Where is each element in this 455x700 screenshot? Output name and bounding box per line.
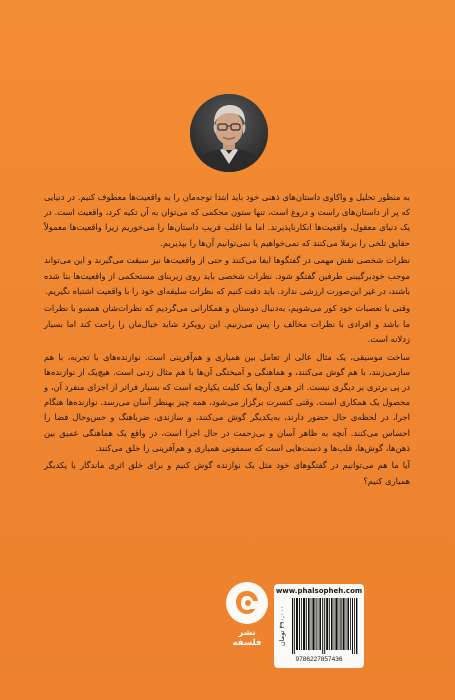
author-portrait-icon — [190, 94, 268, 172]
paragraph-5: آیا ما هم می‌توانیم در گفتگوهای خود مثل یک نوازنده گوش کنیم و برای خلق اثری ماندگار با یکدیگر همیاری کنیم؟ — [44, 460, 410, 486]
paragraph-3: وقتی با تعصبات خود کور می‌شویم، به‌دنبال دوستان و همکارانی می‌گردیم که نظرات‌شان همسو با نظرات ما باشد و افرادی با نظرات مخالف را پس می‌زنیم. این رویکرد شاید خیال‌مان را راحت کند اما بسیار زدلانه است. — [44, 303, 410, 344]
price-label: ۳۹۰,۰۰۰ تومان — [278, 605, 286, 647]
back-cover-text — [44, 190, 410, 491]
author-portrait — [190, 94, 268, 172]
barcode-panel — [274, 584, 364, 668]
paragraph-4: ساخت موسیقی، یک مثال عالی از تعامل بین همیاری و هم‌آفرینی است. نوازنده‌های با تجربه، با هم سازمی‌زنند، با هم گوش می‌کنند، و هماهنگی و آمیختگی آن‌ها با هم مثال زدنی است. هیچ‌یک از نوازنده‌ها در پی برتری بر دیگری نیست. اثر هنری آن‌ها یک کلیت یکپارچه است که بسیار فراتر از اجزای منفرد آن، و محصول یک همکاری است. وقتی کنسرت برگزار می‌شود، همه چیز بهنظر آسان می‌رسد. نوازنده‌ها هنگام اجرا، در لحظه‌ی حال حضور دارند، به‌یکدیگر گوش می‌کنند، و سازندی، ضرباهنگ و حس‌وحال فضا را احساس می‌کنند. آنچه به ظاهر آسان و بی‌زحمت در حال اجرا است، در واقع یک هماهنگی عمیق بین ذهن‌ها، گوش‌ها، قلب‌ها و دست‌هایی است که سمفونی همیاری و هم‌آفرینی را خلق می‌کنند. — [44, 351, 410, 453]
publisher-logo — [226, 582, 268, 624]
publisher-block — [226, 582, 376, 676]
publisher-logo-icon — [232, 588, 262, 618]
publisher-website: www.phalsopheh.com — [275, 587, 363, 595]
isbn-number: 9786227857436 — [295, 656, 343, 663]
paragraph-2: نظرات شخصی نقش مهمی در گفتگوها ایفا می‌کنند و حتی از واقعیت‌ها نیز سبقت می‌گیرند و این می‌تواند موجب خودبرگیبنی طرفین گفتگو شود. نظرات شخصی باید روی زیربنای مستحکمی از واقعیت‌ها بنا شده باشند، در غیر این‌صورت ارزشی ندارد. باید دقت کنیم که نظرات سلیقه‌ای خود را با واقعیت اشتباه نگیریم. — [44, 255, 410, 296]
paragraph-1: به منظور تحلیل و واکاوی داستان‌های ذهنی خود باید ابتدا توجه‌مان را به واقعیت‌ها معطوف کنیم. در دنیایی که پر از داستان‌های راست و دروغ است، تنها ستون محکمی که می‌توان به آن تکیه کرد، واقعیت است. در یک دنیای معقول، واقعیت‌ها انکارناپذیرند. اما ما اغلب فریب داستان‌ها را می‌خوریم زیرا واقعیت‌ها معمولاً حقایق تلخی را برملا می‌کنند که نمی‌خواهیم یا نمی‌توانیم آن‌ها را بپذیریم. — [44, 192, 410, 248]
publisher-name: نشر فلسفه — [232, 628, 262, 648]
barcode-icon — [292, 598, 358, 654]
